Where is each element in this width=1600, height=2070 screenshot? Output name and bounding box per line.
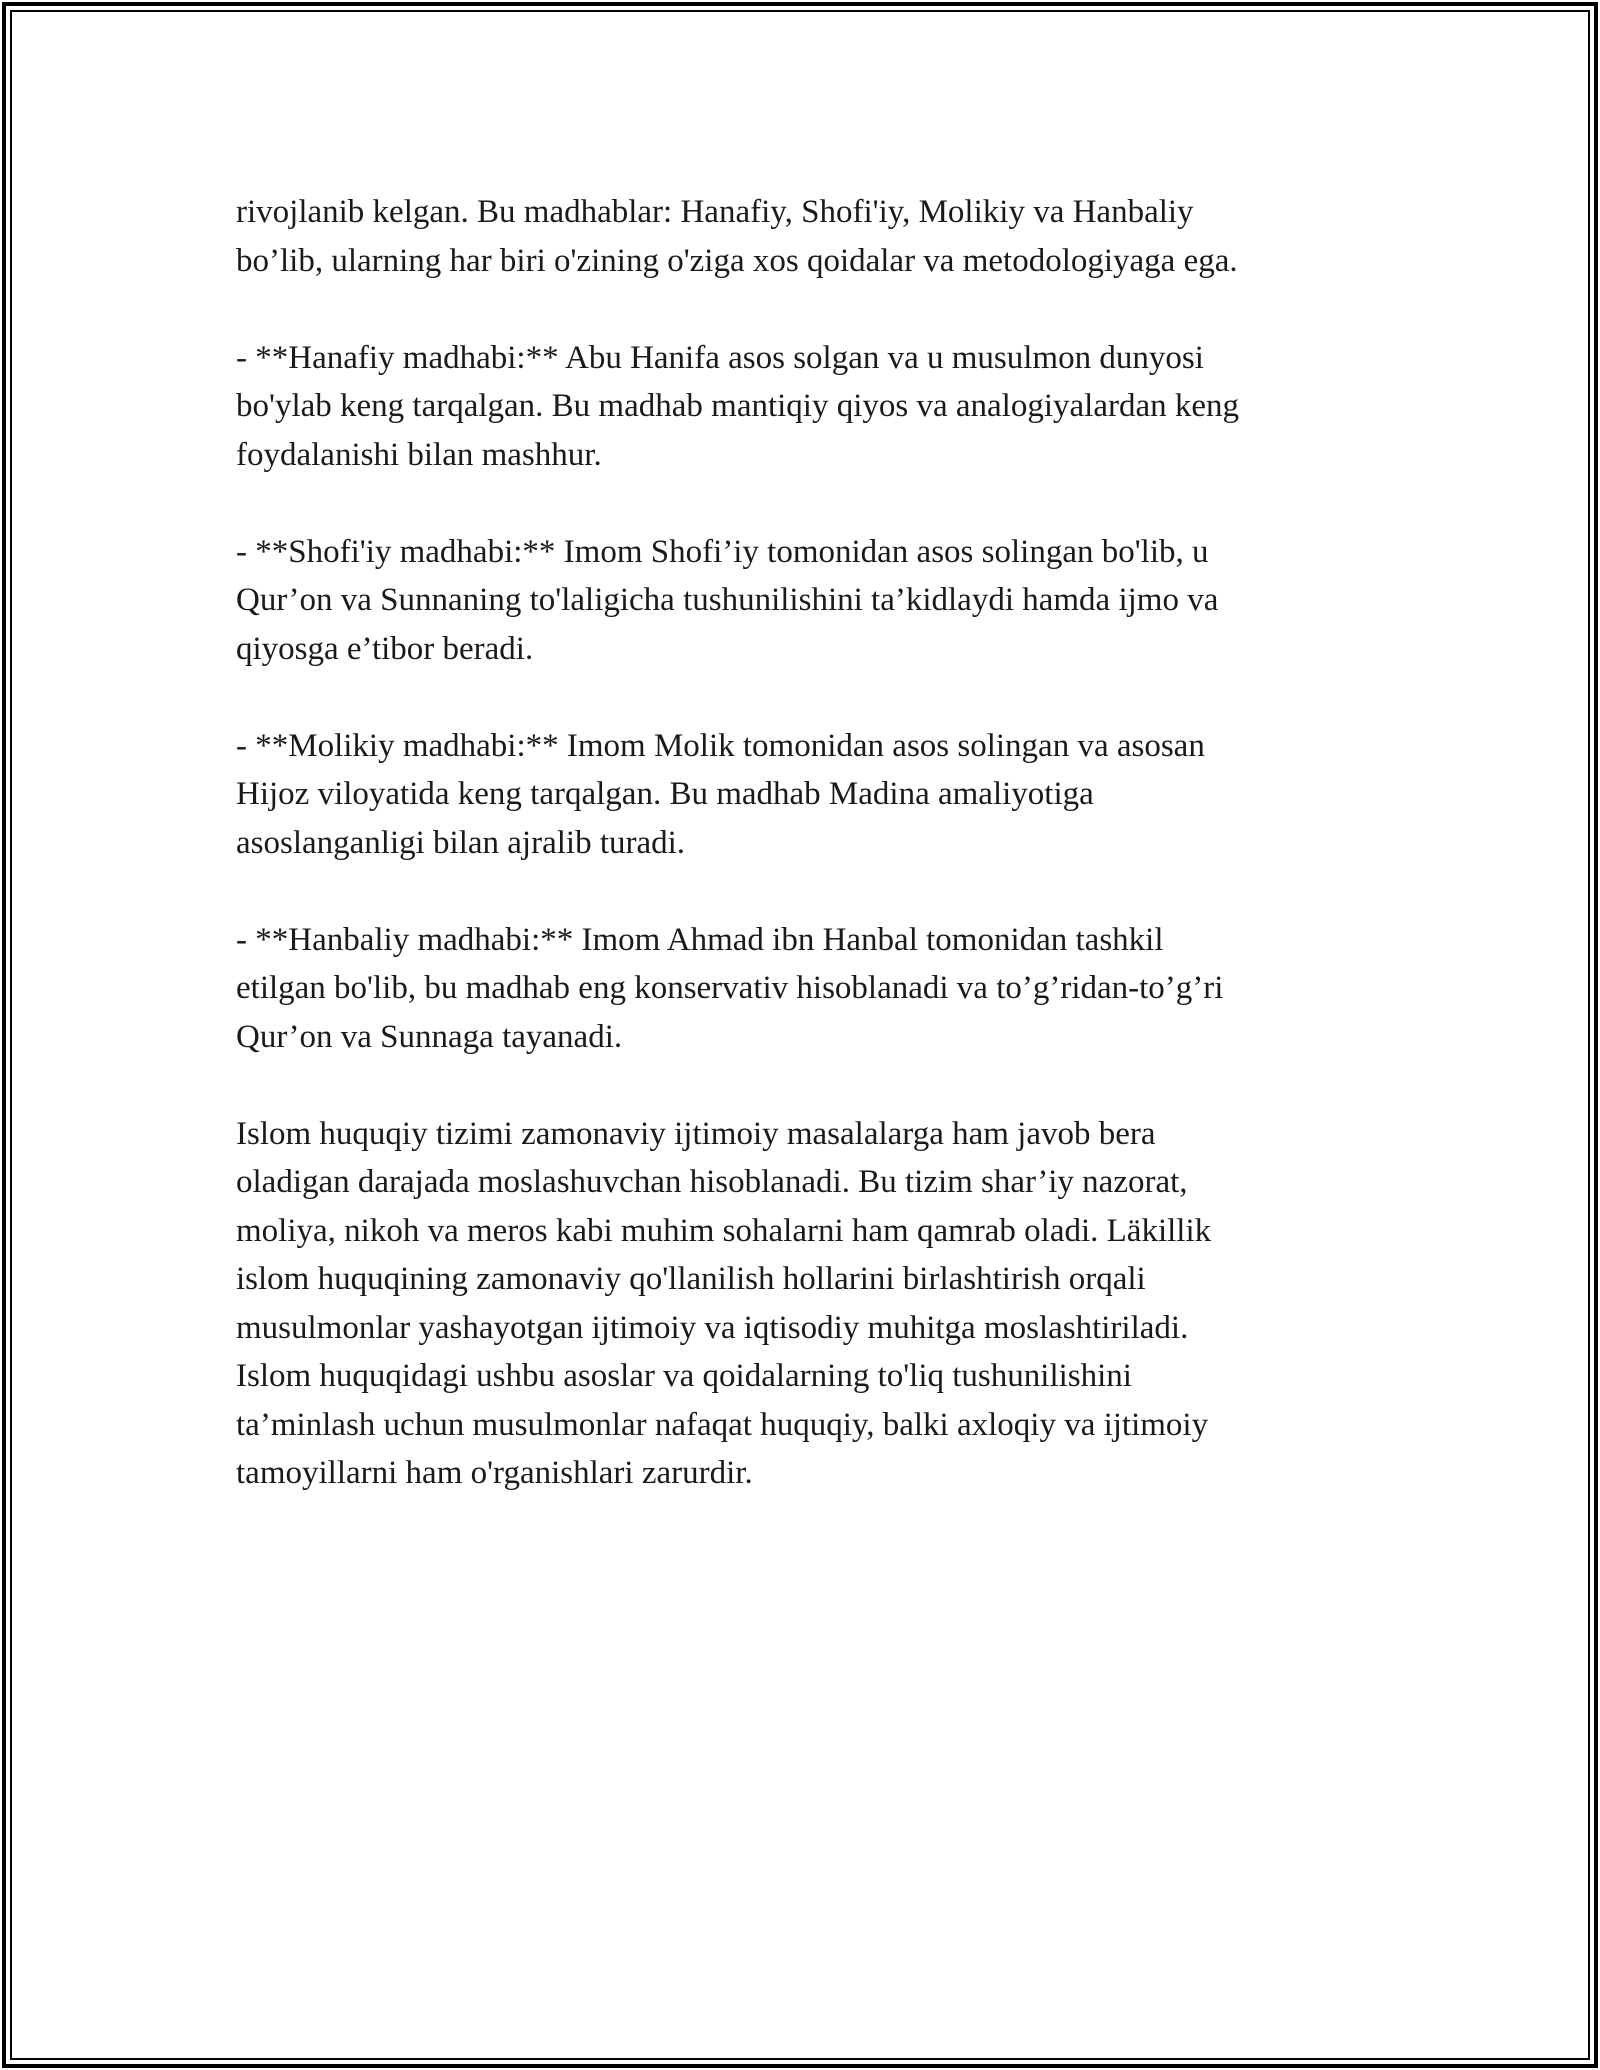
paragraph-conclusion: Islom huquqiy tizimi zamonaviy ijtimoiy masalalarga ham javob bera oladigan darajada moslashuvchan hisoblanadi. Bu tizim shar’iy nazorat, moliya, nikoh va meros kabi muhim sohalarni ham qamrab oladi. Läkillik islom huquqining zamonaviy qo'llanilish hollarini birlashtirish orqali musulmonlar yashayotgan ijtimoiy va iqtisodiy muhitga moslashtiriladi. Islom huquqidagi ushbu asoslar va qoidalarning to'liq tushunilishini ta’minlash uchun musulmonlar nafaqat huquqiy, balki axloqiy va ijtimoiy tamoyillarni ham o'rganishlari zarurdir. (236, 1115, 1212, 1491)
paragraph-intro: rivojlanib kelgan. Bu madhablar: Hanafiy, Shofi'iy, Molikiy va Hanbaliy bo’lib, ularning har biri o'zining o'ziga xos qoidalar va metodologiyaga ega. (236, 194, 1238, 279)
paragraph-hanbaliy: - **Hanbaliy madhabi:** Imom Ahmad ibn Hanbal tomonidan tashkil etilgan bo'lib, bu madhab eng konservativ hisoblanadi va to’g’ridan-to’g’ri Qur’on va Sunnaga tayanadi. (236, 921, 1224, 1055)
document-body (236, 188, 1366, 1498)
paragraph-hanafiy: - **Hanafiy madhabi:** Abu Hanifa asos solgan va u musulmon dunyosi bo'ylab keng tarqalgan. Bu madhab mantiqiy qiyos va analogiyalardan keng foydalanishi bilan mashhur. (236, 339, 1240, 473)
paragraph-shofiiy: - **Shofi'iy madhabi:** Imom Shofi’iy tomonidan asos solingan bo'lib, u Qur’on va Sunnaning to'laligicha tushunilishini ta’kidlaydi hamda ijmo va qiyosga e’tibor beradi. (236, 533, 1219, 667)
paragraph-molikiy: - **Molikiy madhabi:** Imom Molik tomonidan asos solingan va asosan Hijoz viloyatida keng tarqalgan. Bu madhab Madina amaliyotiga asoslanganligi bilan ajralib turadi. (236, 727, 1205, 861)
